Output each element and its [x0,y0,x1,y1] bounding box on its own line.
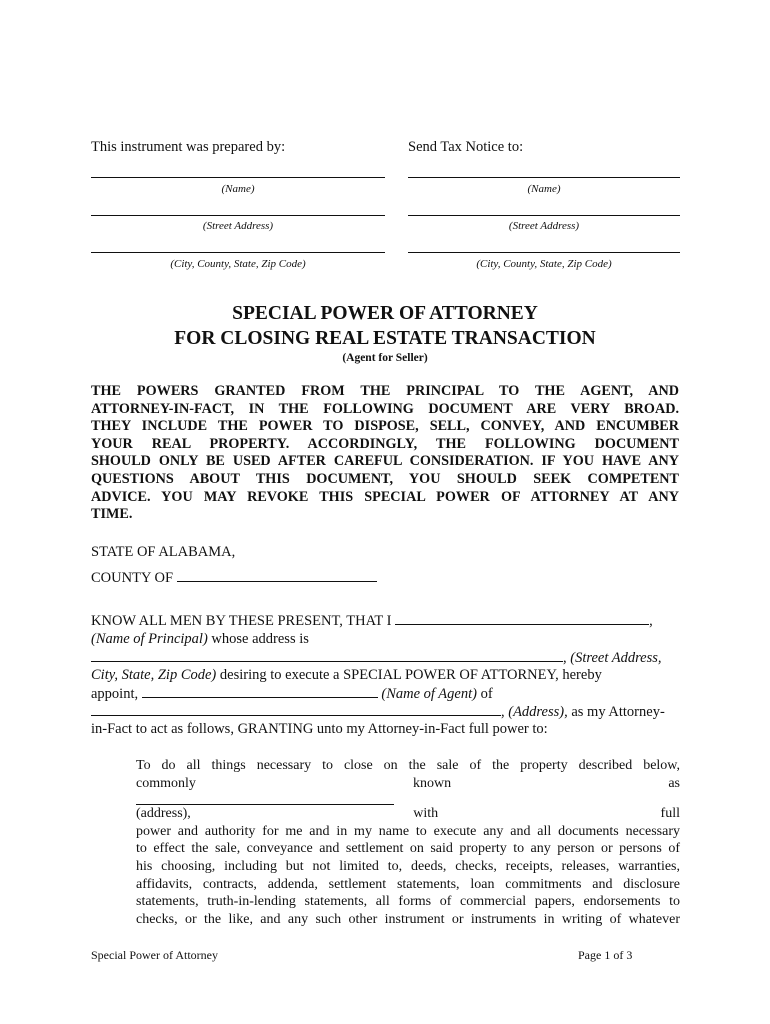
warning-line: ADVICE. YOU MAY REVOKE THIS SPECIAL POWER OF ATTORNEY AT ANY [91,488,679,505]
powers-paragraph [136,757,680,928]
know-line-4 [91,667,691,684]
know-line-7: in-Fact to act as follows, GRANTING unto my Attorney-in-Fact full power to: [91,721,548,737]
powers-line: statements, truth-in-lending statements, all forms of commercial papers, endorsements to [136,894,680,910]
county-field[interactable] [177,569,377,582]
county-label: COUNTY OF [91,570,174,586]
warning-line: SHOULD ONLY BE USED AFTER CAREFUL CONSIDERATION. IF YOU HAVE ANY [91,453,679,470]
page-number: Page 1 of 3 [578,948,633,962]
know-text: desiring to execute a SPECIAL POWER OF ATTORNEY, hereby [216,667,602,683]
preparer-street-caption: (Street Address) [202,220,274,232]
powers-line [136,775,680,823]
document-title-line2: FOR CLOSING REAL ESTATE TRANSACTION [174,328,596,349]
powers-text: commonly known as [136,775,680,791]
street-address-caption: (Street Address, [570,650,662,666]
know-comma: , [501,704,505,720]
tax-street-field[interactable] [408,215,680,216]
tax-city-caption: (City, County, State, Zip Code) [476,258,612,270]
know-line-1 [91,612,691,630]
agent-name-field[interactable] [142,685,378,698]
warning-paragraph [91,383,679,524]
county-line [91,569,377,587]
warning-line: ATTORNEY-IN-FACT, IN THE FOLLOWING DOCUMENT ARE VERY BROAD. [91,400,679,417]
powers-line: checks, or the like, and any such other instrument or instruments in writing of whatever [136,911,680,927]
preparer-street-field[interactable] [91,215,385,216]
property-address-field[interactable] [136,792,394,805]
document-subtitle: (Agent for Seller) [342,352,428,364]
principal-address-field[interactable] [91,649,563,662]
state-line: STATE OF ALABAMA, [91,544,236,560]
agent-name-caption: (Name of Agent) [381,686,477,702]
know-text: KNOW ALL MEN BY THESE PRESENT, THAT I [91,613,392,629]
know-line-2 [91,631,309,648]
know-line-5 [91,685,691,703]
warning-line: THE POWERS GRANTED FROM THE PRINCIPAL TO THE AGENT, AND [91,383,679,399]
powers-line: To do all things necessary to close on the sale of the property described below, [136,758,680,773]
powers-line: to effect the sale, conveyance and settlement on said property to any person or persons of [136,841,680,857]
warning-line: YOUR REAL PROPERTY. ACCORDINGLY, THE FOLLOWING DOCUMENT [91,435,679,452]
tax-name-field[interactable] [408,177,680,178]
tax-name-caption: (Name) [527,183,561,195]
know-text: appoint, [91,686,139,702]
principal-name-caption: (Name of Principal) [91,631,208,647]
preparer-city-field[interactable] [91,252,385,253]
powers-line: affidavits, contracts, addenda, settlement statements, loan commitments and disclosure [136,876,680,892]
know-comma: , [649,613,653,629]
agent-address-field[interactable] [91,703,501,716]
address-caption: (Address) [508,704,565,720]
preparer-name-field[interactable] [91,177,385,178]
know-line-6 [91,703,691,721]
tax-street-caption: (Street Address) [508,220,580,232]
know-text: whose address is [207,631,309,647]
footer-title: Special Power of Attorney [91,948,218,962]
powers-line: his choosing, including but not limited to, deeds, checks, receipts, releases, warranties, [136,858,680,874]
city-state-zip-caption: City, State, Zip Code) [91,667,217,683]
know-text: of [476,686,493,702]
warning-line: THEY INCLUDE THE POWER TO DISPOSE, SELL, CONVEY, AND ENCUMBER [91,418,679,435]
preparer-name-caption: (Name) [221,183,255,195]
send-tax-notice-label: Send Tax Notice to: [408,139,524,155]
preparer-city-caption: (City, County, State, Zip Code) [170,258,306,270]
know-line-3 [91,649,691,667]
powers-text: (address), with full [136,806,680,822]
powers-line: power and authority for me and in my name to execute any and all documents necessary [136,823,680,839]
principal-name-field[interactable] [395,612,649,625]
warning-line: TIME. [91,506,133,523]
tax-city-field[interactable] [408,252,680,253]
prepared-by-label: This instrument was prepared by: [91,139,286,155]
know-comma: , [563,650,567,666]
know-text: , as my Attorney- [564,704,665,720]
warning-line: QUESTIONS ABOUT THIS DOCUMENT, YOU SHOULD SEEK COMPETENT [91,470,679,487]
document-title: SPECIAL POWER OF ATTORNEY [232,303,538,324]
